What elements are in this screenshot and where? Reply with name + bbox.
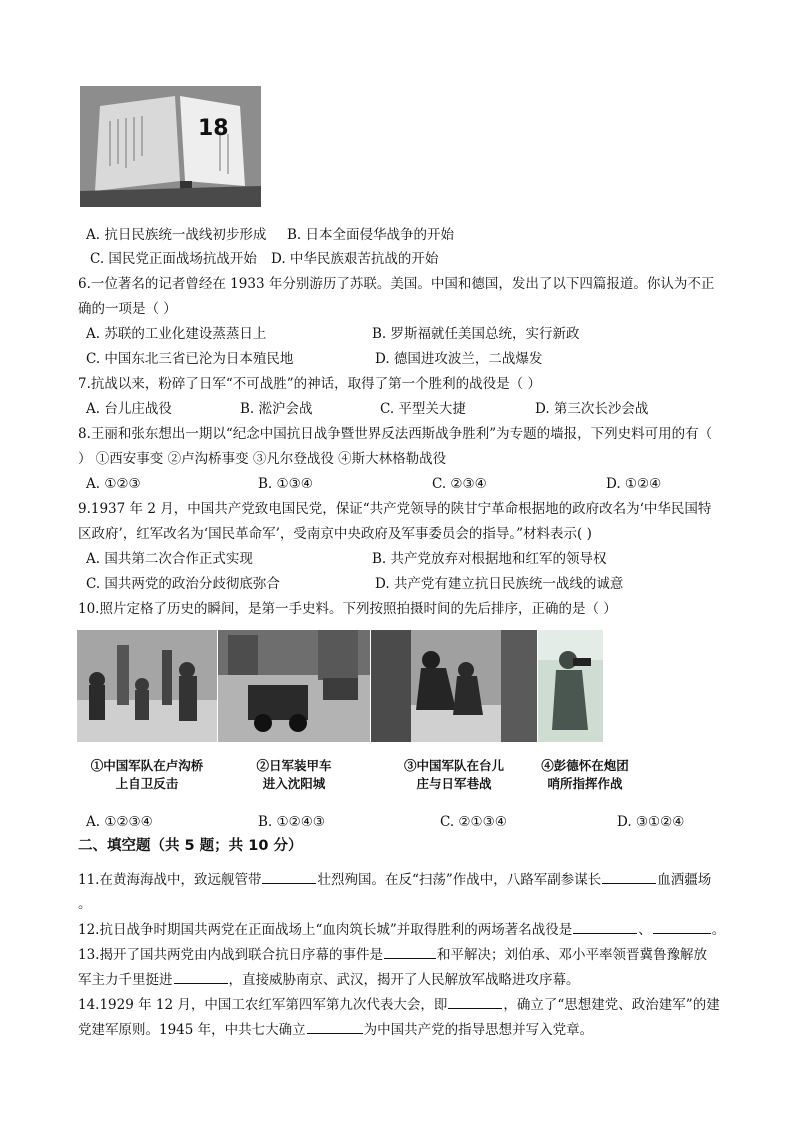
monument-number: 18: [198, 116, 229, 141]
q6-option-a: A. 苏联的工业化建设蒸蒸日上: [86, 326, 267, 342]
q11-line1: [78, 869, 711, 890]
q10-option-c: C. ②①③④: [440, 814, 507, 830]
photo-peng-dehuai-commanding: [538, 630, 603, 742]
q14-text-2: ，确立了“思想建党、政治建军”的建: [503, 997, 720, 1013]
q8-stem-line1: 8.王丽和张东想出一期以“纪念中国抗日战争暨世界反法西斯战争胜利”为专题的墙报，下列史料可用的有（: [78, 426, 713, 442]
q12-text-1: 12.抗日战争时期国共两党在正面战场上“血肉筑长城”并取得胜利的两场著名战役是: [78, 922, 573, 938]
q8-option-b: B. ①③④: [258, 476, 313, 492]
q14-blank-2[interactable]: [307, 1019, 363, 1034]
q5-option-c: C. 国民党正面战场抗战开始: [90, 251, 257, 267]
q11-text-1: 11.在黄海海战中，致远舰管带: [78, 872, 262, 888]
q11-blank-1[interactable]: [262, 869, 316, 884]
q12-text-3: 。: [711, 922, 726, 938]
q14-blank-1[interactable]: [448, 994, 502, 1009]
q9-option-c: C. 国共两党的政治分歧彻底弥合: [86, 576, 280, 592]
q5-option-b: B. 日本全面侵华战争的开始: [287, 227, 455, 243]
q10-caption-1: ①中国军队在卢沟桥 上自卫反击: [90, 758, 204, 791]
q8-option-a: A. ①②③: [86, 476, 141, 492]
q5-option-a: A. 抗日民族统一战线初步形成: [86, 227, 267, 243]
q14-line1: [78, 994, 720, 1015]
q14-line2: [78, 1019, 593, 1040]
q10-caption-2: ②日军装甲车 进入沈阳城: [256, 758, 332, 791]
photo-lugou-bridge: [77, 630, 217, 742]
q10-stem: 10.照片定格了历史的瞬间，是第一手史料。下列按照拍摄时间的先后排序，正确的是（ ）: [78, 601, 617, 617]
monument-photo: [80, 86, 261, 207]
q6-option-c: C. 中国东北三省已沦为日本殖民地: [86, 351, 294, 367]
q9-option-b: B. 共产党放弃对根据地和红军的领导权: [372, 551, 607, 567]
q13-text-4: ，直接威胁南京、武汉，揭开了人民解放军战略进攻序幕。: [228, 972, 580, 988]
q9-option-a: A. 国共第二次合作正式实现: [86, 551, 253, 567]
q7-option-d: D. 第三次长沙会战: [535, 401, 649, 417]
q13-text-1: 13.揭开了国共两党由内战到联合抗日序幕的事件是: [78, 947, 383, 963]
q12-blank-2[interactable]: [653, 919, 711, 934]
q13-text-2: 和平解决；刘伯承、邓小平率领晋冀鲁豫解放: [436, 947, 707, 963]
q7-option-b: B. 淞沪会战: [240, 401, 313, 417]
q12-line: [78, 919, 725, 940]
photo-taierzhuang-street-battle: [371, 630, 537, 742]
q12-text-2: 、: [638, 922, 652, 938]
q6-stem-line2: 确的一项是（ ）: [78, 301, 177, 317]
q11-line2: 。: [78, 896, 92, 912]
q14-text-3: 党建军原则。1945 年，中共七大确立: [78, 1022, 306, 1038]
q11-text-2: 壮烈殉国。在反“扫荡”作战中，八路军副参谋长: [317, 872, 602, 888]
q9-stem-line1: 9.1937 年 2 月，中国共产党致电国民党，保证“共产党领导的陕甘宁革命根据地的政府改名为‘中华民国特: [78, 501, 712, 517]
q13-blank-2[interactable]: [174, 969, 228, 984]
q6-option-b: B. 罗斯福就任美国总统，实行新政: [372, 326, 580, 342]
q10-caption-4: ④彭德怀在炮团 哨所指挥作战: [541, 758, 629, 791]
q8-option-c: C. ②③④: [432, 476, 487, 492]
q10-option-a: A. ①②③④: [86, 814, 153, 830]
section-title: 二、填空题（共 5 题；共 10 分）: [78, 838, 303, 854]
q10-option-d: D. ③①②④: [617, 814, 685, 830]
q7-stem: 7.抗战以来，粉碎了日军“不可战胜”的神话，取得了第一个胜利的战役是（ ）: [78, 376, 541, 392]
q13-line2: [78, 969, 580, 990]
q14-text-4: 为中国共产党的指导思想并写入党章。: [363, 1022, 594, 1038]
q13-text-3: 军主力千里挺进: [78, 972, 173, 988]
q13-line1: [78, 944, 707, 965]
q6-option-d: D. 德国进攻波兰，二战爆发: [375, 351, 543, 367]
photo-shenyang-armored-car: [218, 630, 370, 742]
q11-blank-2[interactable]: [602, 869, 656, 884]
q13-blank-1[interactable]: [384, 944, 436, 959]
q8-option-d: D. ①②④: [606, 476, 662, 492]
q7-option-c: C. 平型关大捷: [380, 401, 466, 417]
q8-stem-line2: ） ①西安事变 ②卢沟桥事变 ③凡尔登战役 ④斯大林格勒战役: [78, 451, 447, 467]
q11-text-3: 血洒疆场: [657, 872, 712, 888]
q7-option-a: A. 台儿庄战役: [86, 401, 172, 417]
q12-blank-1[interactable]: [573, 919, 637, 934]
q6-stem-line1: 6.一位著名的记者曾经在 1933 年分别游历了苏联。美国。中国和德国，发出了以下四篇报道。你认为不正: [78, 276, 715, 292]
q9-stem-line2: 区政府’，红军改名为‘国民革命军’，受南京中央政府及军事委员会的指导。”材料表示( ): [78, 526, 592, 542]
q10-caption-3: ③中国军队在台儿 庄与日军巷战: [403, 758, 504, 791]
q9-option-d: D. 共产党有建立抗日民族统一战线的诚意: [375, 576, 624, 592]
q10-option-b: B. ①②④③: [258, 814, 325, 830]
q14-text-1: 14.1929 年 12 月，中国工农红军第四军第九次代表大会，即: [78, 997, 448, 1013]
q5-option-d: D. 中华民族艰苦抗战的开始: [271, 251, 439, 267]
